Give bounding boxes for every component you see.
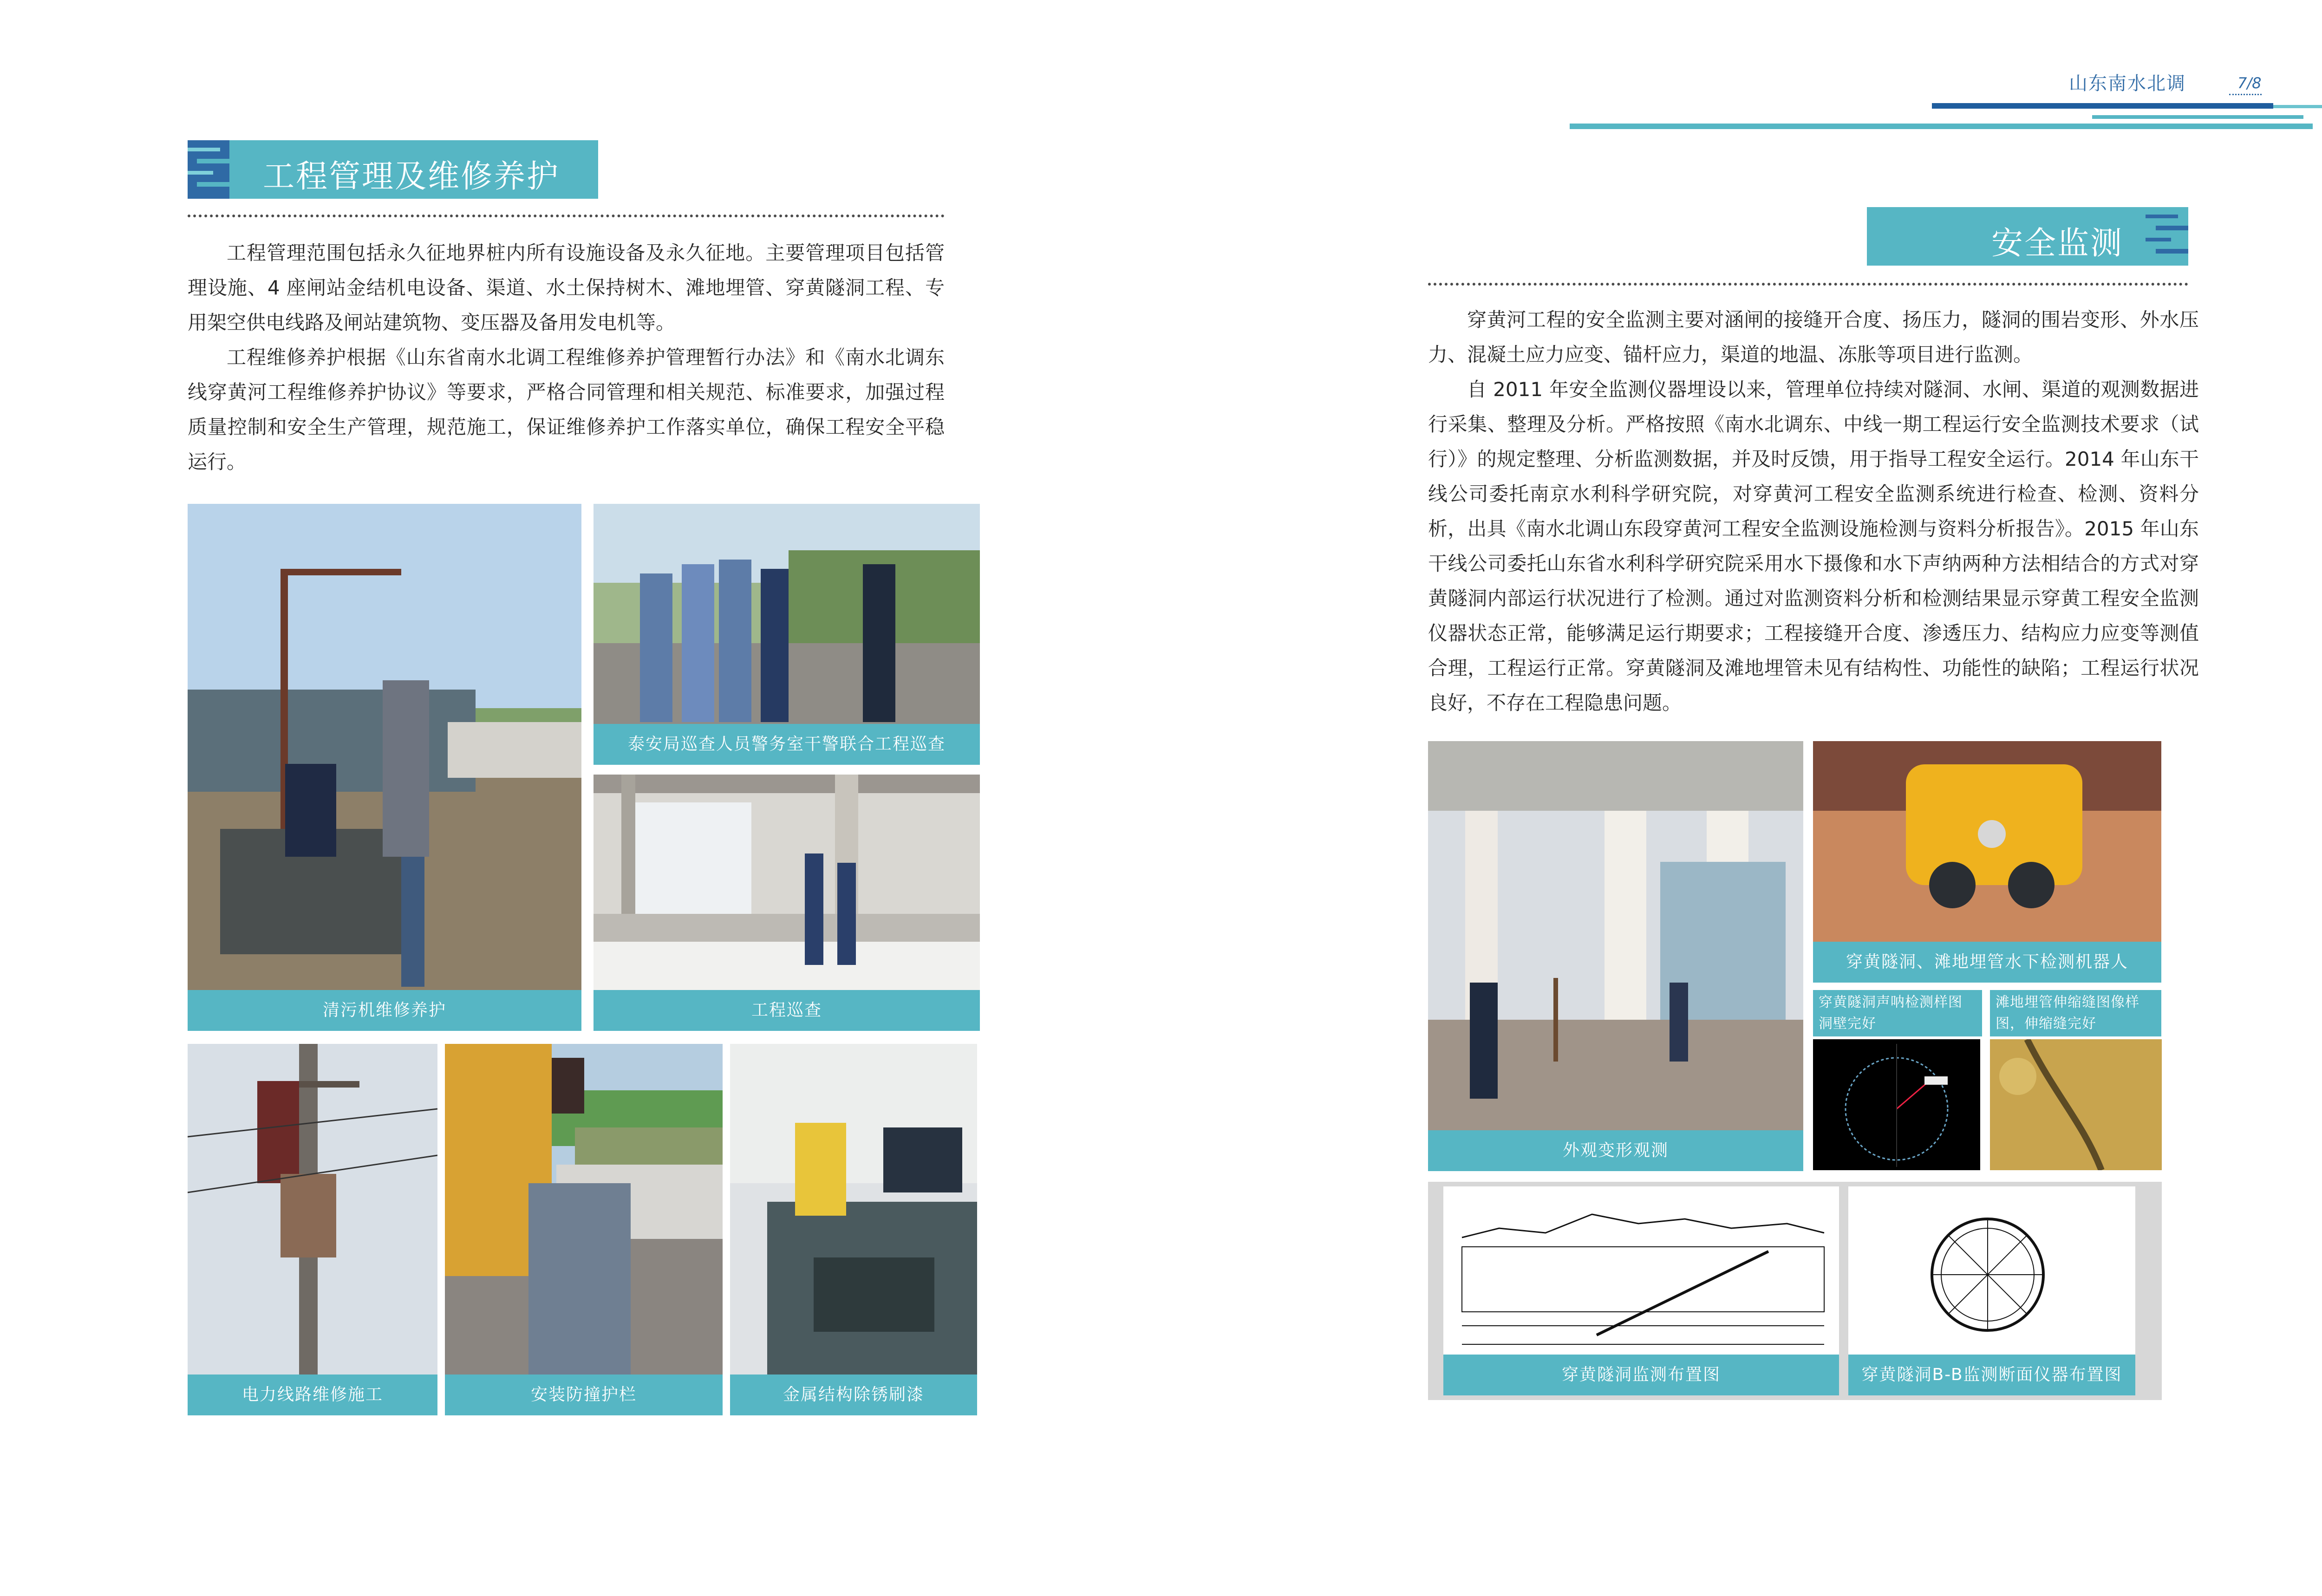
layout-drawing: [1443, 1186, 1839, 1355]
photo-caption: 金属结构除锈刷漆: [730, 1375, 977, 1415]
section-heading-management: [188, 140, 598, 199]
management-text: [188, 235, 945, 479]
pipe-caption: 滩地埋管伸缩缝图像样图，伸缩缝完好: [1990, 990, 2161, 1036]
section-heading-monitoring: [1867, 207, 2188, 266]
photo-caption: 泰安局巡查人员警务室干警联合工程巡查: [594, 724, 980, 765]
header-bar-teal: [1570, 124, 2313, 129]
page-number: 7/8: [2237, 74, 2262, 92]
photo-caption: 穿黄隧洞、滩地埋管水下检测机器人: [1813, 942, 2161, 983]
section-drawing: [1848, 1186, 2135, 1355]
heading-stripes-icon: [2146, 207, 2188, 266]
photo-scene: [594, 775, 980, 990]
photo-caption: 电力线路维修施工: [188, 1375, 437, 1415]
header-bar-short: [2092, 115, 2303, 119]
photo-caption: 安装防撞护栏: [445, 1375, 723, 1415]
photo-rust-removal: [730, 1044, 977, 1415]
photo-power-line: [188, 1044, 437, 1415]
photo-caption: 穿黄隧洞B-B监测断面仪器布置图: [1848, 1355, 2135, 1395]
photo-scene: [730, 1044, 977, 1375]
photo-scene: [594, 504, 980, 724]
paragraph: 穿黄河工程的安全监测主要对涵闸的接缝开合度、扬压力，隧洞的围岩变形、外水压力、混凝土应力应变、锚杆应力，渠道的地温、冻胀等项目进行监测。: [1428, 308, 2199, 366]
header-bar-dark: [1932, 103, 2273, 109]
diagram-tunnel-section: [1848, 1186, 2135, 1395]
photo-scene: [445, 1044, 723, 1375]
dotted-divider: [1428, 283, 2188, 286]
photo-scene: [188, 1044, 437, 1375]
photo-guardrail: [445, 1044, 723, 1415]
photo-scene: [1813, 741, 2161, 942]
diagram-tunnel-layout: [1443, 1186, 1839, 1395]
photo-patrol: [594, 775, 980, 1031]
section-title: 安全监测: [1991, 225, 2123, 262]
photo-cleaner-maintenance: [188, 504, 581, 1031]
photo-underwater-robot: [1813, 741, 2161, 983]
paragraph: 工程维修养护根据《山东省南水北调工程维修养护管理暂行办法》和《南水北调东线穿黄河工程维修养护协议》等要求，严格合同管理和相关规范、标准要求，加强过程质量控制和安全生产管理，规范施工，保证维修养护工作落实单位，确保工程安全平稳运行。: [188, 346, 945, 473]
pipe-joint-image: [1990, 1039, 2162, 1170]
dotted-divider: [188, 215, 945, 217]
section-title: 工程管理及维修养护: [263, 158, 560, 195]
sonar-caption: 穿黄隧洞声呐检测样图洞壁完好: [1813, 990, 1982, 1036]
photo-caption: 清污机维修养护: [188, 990, 581, 1031]
paragraph: 工程管理范围包括永久征地界桩内所有设施设备及永久征地。主要管理项目包括管理设施、4 座闸站金结机电设备、渠道、水土保持树木、滩地埋管、穿黄隧洞工程、专用架空供电线路及闸站建筑物、变压器及备用发电机等。: [188, 241, 945, 334]
photo-joint-patrol: [594, 504, 980, 765]
header-bar-light: [2273, 105, 2322, 108]
photo-scene: [188, 504, 581, 990]
photo-deformation-observation: [1428, 741, 1803, 1171]
photo-caption: 工程巡查: [594, 990, 980, 1031]
photo-caption: 穿黄隧洞监测布置图: [1443, 1355, 1839, 1395]
photo-caption: 外观变形观测: [1428, 1130, 1803, 1171]
page-number-underline: [2229, 94, 2262, 95]
monitoring-text: [1428, 302, 2199, 720]
sonar-scan-image: [1813, 1039, 1980, 1170]
paragraph: 自 2011 年安全监测仪器埋设以来，管理单位持续对隧洞、水闸、渠道的观测数据进行采集、整理及分析。严格按照《南水北调东、中线一期工程运行安全监测技术要求（试行）》的规定整理、分析监测数据，并及时反馈，用于指导工程安全运行。2014 年山东干线公司委托南京水利科学研究院，对穿黄河工程安全监测系统进行检查、检测、资料分析，出具《南水北调山东段穿黄河工程安全监测设施检测与资料分析报告》。2015 年山东干线公司委托山东省水利科学研究院采用水下摄像和水下声纳两种方法相结合的方式对穿黄隧洞内部运行状况进行了检测。通过对监测资料分析和检测结果显示穿黄工程安全监测仪器状态正常，能够满足运行期要求；工程接缝开合度、渗透压力、结构应力应变等测值合理，工程运行正常。穿黄隧洞及滩地埋管未见有结构性、功能性的缺陷；工程运行状况良好，不存在工程隐患问题。: [1428, 378, 2199, 714]
photo-scene: [1428, 741, 1803, 1130]
brand-title: 山东南水北调: [2069, 73, 2186, 94]
heading-stripes-icon: [188, 140, 229, 199]
